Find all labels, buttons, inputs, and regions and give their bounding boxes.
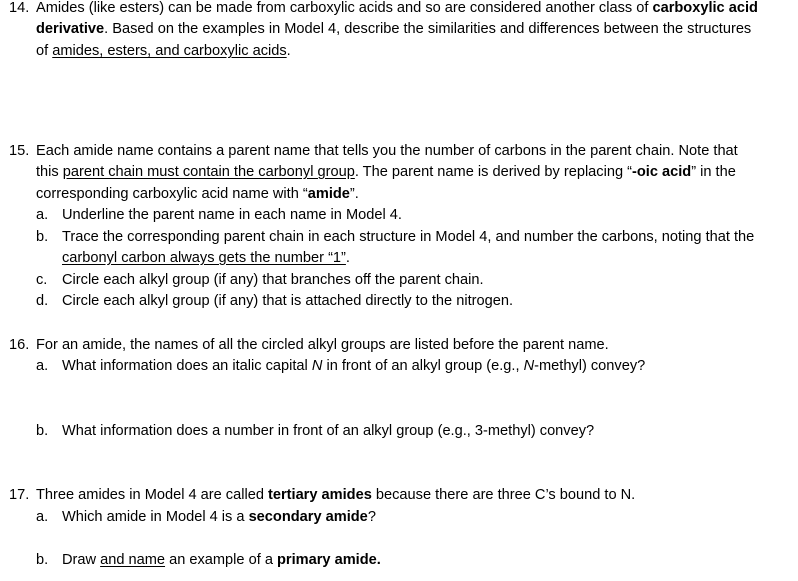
sub-question-letter: b.: [36, 552, 49, 568]
text: ”.: [349, 186, 359, 202]
text: Draw: [62, 552, 101, 568]
sub-question-text: [62, 227, 754, 248]
question-number: 14.: [9, 0, 30, 16]
bold-term: derivative: [36, 21, 105, 37]
text: .: [286, 43, 291, 59]
sub-question-text: [62, 550, 381, 571]
text: What information does a number in front of an alkyl group (e.g., 3-methyl) convey?: [62, 423, 595, 439]
question-text-line: [36, 184, 359, 205]
bold-term: tertiary amides: [268, 487, 372, 503]
question-text-line: [36, 0, 758, 19]
sub-question-letter: d.: [36, 293, 49, 309]
sub-question-text: [62, 291, 513, 312]
text: this: [36, 164, 63, 180]
question-number: 16.: [9, 337, 30, 353]
question-text-line: [36, 335, 609, 356]
question-number: 15.: [9, 143, 30, 159]
sub-question-letter: a.: [36, 207, 49, 223]
underlined-term: carbonyl carbon always gets the number “1”: [62, 250, 346, 266]
sub-question-text: [62, 205, 402, 226]
sub-question-letter: a.: [36, 358, 49, 374]
sub-question-letter: a.: [36, 509, 49, 525]
sub-question-text: [62, 248, 350, 269]
italic-term: N: [523, 358, 535, 374]
sub-question-letter: b.: [36, 229, 49, 245]
text: Amides (like esters) can be made from carboxylic acids and so are considered another class of: [36, 0, 653, 16]
text: an example of a: [165, 552, 277, 568]
text: . The parent name is derived by replacing “: [354, 164, 632, 180]
bold-term: carboxylic acid: [652, 0, 758, 16]
bold-term: -oic acid: [632, 164, 692, 180]
text: Circle each alkyl group (if any) that is attached directly to the nitrogen.: [62, 293, 514, 309]
text: Circle each alkyl group (if any) that branches off the parent chain.: [62, 272, 484, 288]
text: -methyl) convey?: [534, 358, 646, 374]
text: Trace the corresponding parent chain in each structure in Model 4, and number the carbons, noting that the: [62, 229, 755, 245]
text: Which amide in Model 4 is a: [62, 509, 249, 525]
text: What information does an italic capital: [62, 358, 312, 374]
sub-question-text: [62, 507, 376, 528]
bold-term: primary amide.: [277, 552, 381, 568]
question-text-line: [36, 19, 751, 40]
text: ” in the: [691, 164, 736, 180]
sub-question-text: [62, 270, 484, 291]
text: of: [36, 43, 53, 59]
underlined-term: amides, esters, and carboxylic acids: [52, 43, 287, 59]
text: . Based on the examples in Model 4, describe the similarities and differences between the structures: [104, 21, 752, 37]
text: For an amide, the names of all the circled alkyl groups are listed before the parent name.: [36, 337, 609, 353]
text: Three amides in Model 4 are called: [36, 487, 268, 503]
text: corresponding carboxylic acid name with “: [36, 186, 308, 202]
question-text-line: [36, 162, 736, 183]
underlined-term: and name: [100, 552, 166, 568]
sub-question-letter: c.: [36, 272, 48, 288]
question-text-line: [36, 141, 738, 162]
question-number: 17.: [9, 487, 30, 503]
text: ?: [367, 509, 376, 525]
bold-term: secondary amide: [248, 509, 368, 525]
text: Underline the parent name in each name in Model 4.: [62, 207, 402, 223]
question-text-line: [36, 41, 291, 62]
text: .: [345, 250, 350, 266]
bold-term: amide: [307, 186, 350, 202]
text: because there are three C’s bound to N.: [371, 487, 636, 503]
text: Each amide name contains a parent name that tells you the number of carbons in the parent chain. Note that: [36, 143, 738, 159]
sub-question-text: [62, 421, 594, 442]
sub-question-letter: b.: [36, 423, 49, 439]
sub-question-text: [62, 356, 645, 377]
italic-term: N: [311, 358, 323, 374]
text: in front of an alkyl group (e.g.,: [322, 358, 524, 374]
underlined-term: parent chain must contain the carbonyl group: [62, 164, 355, 180]
question-text-line: [36, 485, 635, 506]
